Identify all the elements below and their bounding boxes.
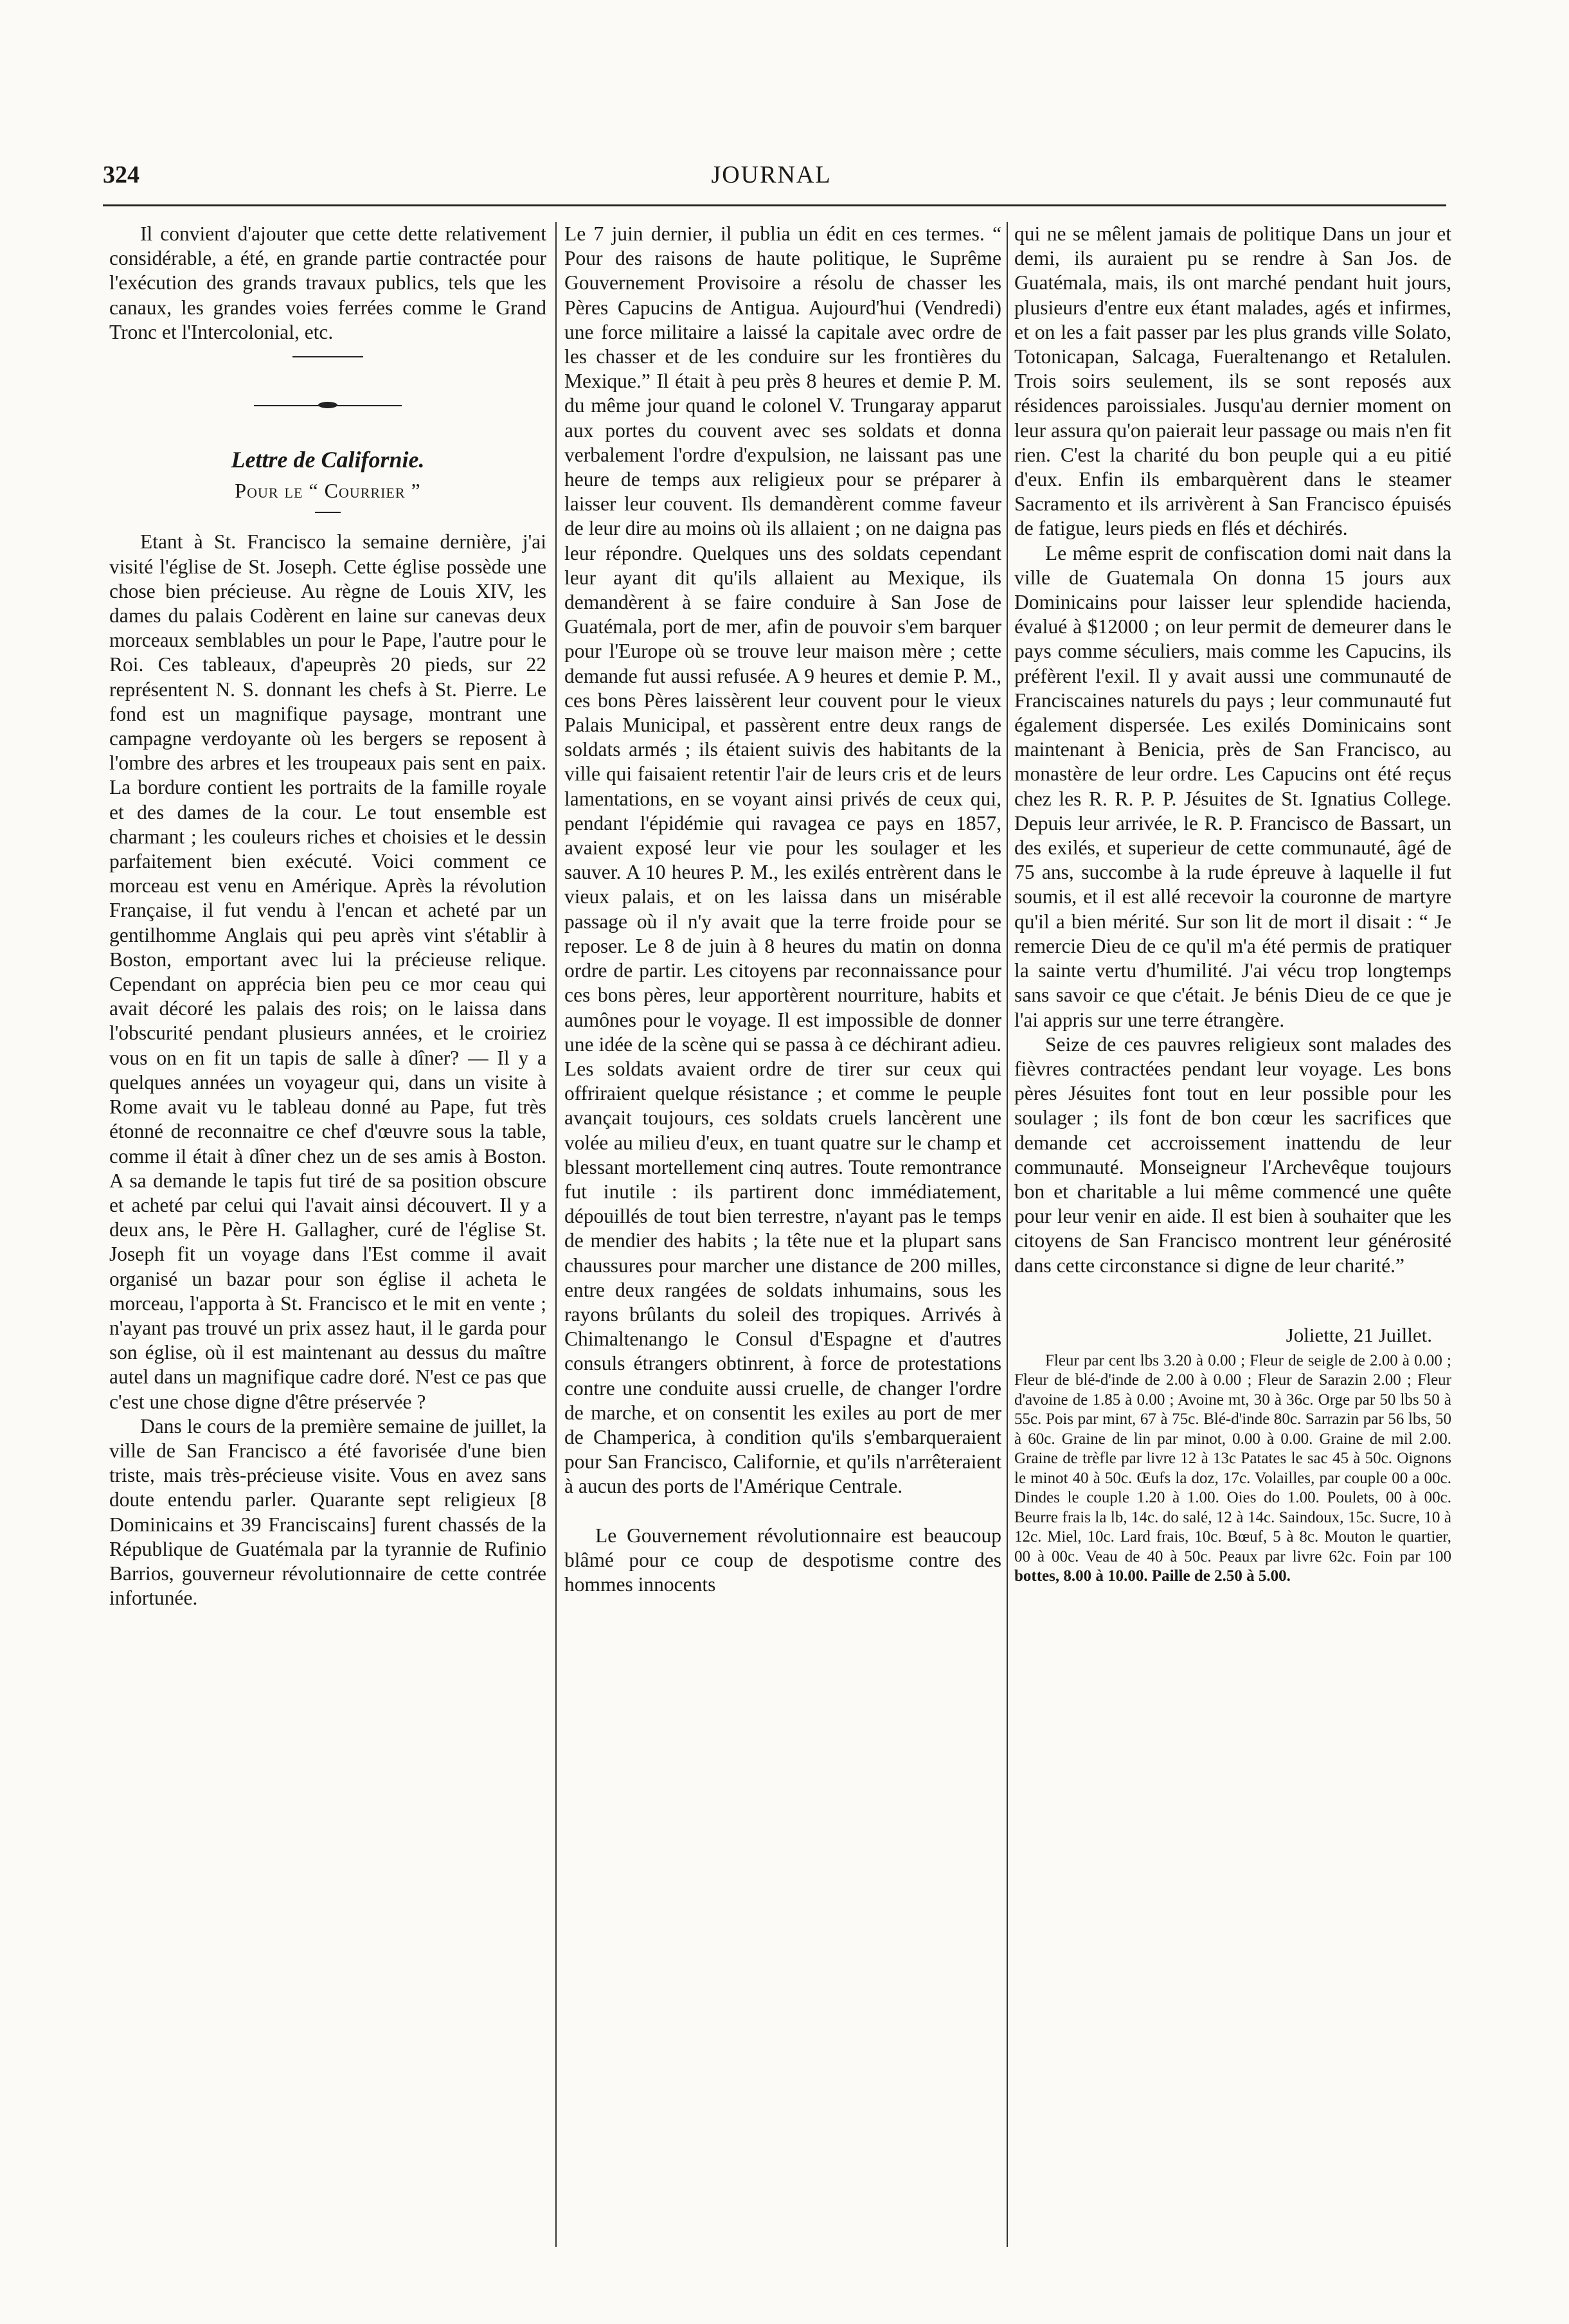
header-rule [103,204,1446,206]
column-rule [555,222,557,2247]
market-prices-text: Fleur par cent lbs 3.20 à 0.00 ; Fleur de seigle de 2.00 à 0.00 ; Fleur de blé-d'inde de 2.00 à 0.00 ; Fleur de Sarazin 2.00 ; Fleur d'avoine de 1.85 à 0.00 ; Avoine mt, 30 à 36c. Orge par 50 lbs 50 à 55c. Pois par mint, 67 à 75c. Blé-d'inde 80c. Sarrazin par 56 lbs, 50 à 60c. Graine de lin par minot, 0.00 à 0.00. Graine de mil 2.00. Graine de trèfle par livre 12 à 13c Patates le sac 45 à 50c. Oignons le minot 40 à 50c. Œufs la doz, 17c. Volailles, par couple 00 a 00c. Dindes le couple 1.20 à 1.00. Oies do 1.00. Poulets, 00 à 00c. Beurre frais la lb, 14c. do salé, 12 à 14c. Saindoux, 15c. Sucre, 10 à 12c. Miel, 10c. Lard frais, 10c. Bœuf, 5 à 8c. Mouton le quartier, 00 à 00c. Veau de 40 à 50c. Peaux par livre 62c. Foin par 100 [1014,1351,1451,1565]
article-paragraph: Dans le cours de la première semaine de juillet, la ville de San Francisco a été favorisée d'une bien triste, mais très-précieuse visite. Vous en avez sans doute entendu parler. Quarante sept religieux [8 Dominicains et 39 Franciscains] furent chassés de la République de Guatémala par la tyrannie de Rufinio Barrios, gouverneur révolutionnaire de cette contrée infortunée. [109,1414,546,1610]
article-paragraph: Seize de ces pauvres religieux sont malades des fièvres contractées pendant leur voyage. Les bons pères Jésuites font tout en leur possible pour les soulager ; ils font de bon cœur les sacrifices que demande cet accroissement inattendu de leur communauté. Monseigneur l'Archevêque toujours bon et charitable a lui même commencé une quête pour leur venir en aide. Il est bien à souhaiter que les citoyens de San Francisco montrent leur générosité dans cette circonstance si digne de leur charité.” [1014,1032,1451,1277]
title-rule [315,512,341,513]
section-title: Lettre de Californie. [231,447,425,473]
column-2 [564,222,1001,1597]
intro-paragraph: Il convient d'ajouter que cette dette relativement considérable, a été, en grande partie contractée pour l'exécution des grands travaux publics, tels que les canaux, les grandes voies ferrées comme le Grand Tronc et l'Intercolonial, etc. [109,222,546,343]
column-1 [109,222,546,1610]
article-paragraph: Le même esprit de confiscation domi nait dans la ville de Guatemala On donna 15 jours aux Dominicains pour laisser leur splendide hacienda, évalué à $12000 ; on leur permit de demeurer dans le pays comme séculiers, mais comme les Capucins, ils préfèrent l'exil. Il y avait aussi une communauté de Franciscaines naturels du pays ; leur communauté fut également dispersée. Les exilés Dominicains sont maintenant à Benicia, près de San Francisco, au monastère de leur ordre. Les Capucins ont été reçus chez les R. R. P. P. Jésuites de St. Ignatius College. Depuis leur arrivée, le R. P. Francisco de Bassart, un des exilés, et superieur de cette communauté, âgé de 75 ans, succombe à la rude épreuve à laquelle il fut soumis, et il est allé recevoir la couronne de martyre qu'il a bien mérité. Sur son lit de mort il disait : “ Je remercie Dieu de ce qu'il m'a été permis de pratiquer la sainte vertu d'humilité. J'ai vécu trop longtemps sans savoir ce que c'était. Je bénis Dieu de ce que je l'ai appris sur une terre étrangère. [1014,541,1451,1031]
end-rule [292,356,363,357]
page-number: 324 [103,161,139,188]
section-subtitle: Pour le “ Courrier ” [235,479,421,503]
article-paragraph: Etant à St. Francisco la semaine dernière, j'ai visité l'église de St. Joseph. Cette église possède une chose bien précieuse. Au règne de Louis XIV, les dames du palais Codèrent en laine sur canevas deux morceaux semblables un pour le Pape, l'autre pour le Roi. Ces tableaux, d'apeuprès 20 pieds, sur 22 représentent N. S. donnant les chefs à St. Pierre. Le fond est un magnifique paysage, montrant une campagne verdoyante où les bergers se reposent à l'ombre des arbres et les troupeaux pais sent en paix. La bordure contient les portraits de la famille royale et des dames de la cour. Le tout ensemble est charmant ; les couleurs riches et choisies et le dessin parfaitement bien exécuté. Voici comment ce morceau est venu en Amérique. Après la révolution Française, il fut vendu à l'encan et acheté par un gentilhomme Anglais qui peu après vint s'établir à Boston, emportant avec lui la précieuse relique. Cependant on apprécia bien peu ce mor ceau qui avait décoré les palais des rois; on le laissa dans l'obscurité pendant plusieurs années, et le croiriez vous on en fit un tapis de salle à dîner? — Il y a quelques années un voyageur qui, dans un visite à Rome avait vu le tableau donné au Pape, fut très étonné de reconnaitre ce chef d'œuvre sous la table, comme il était à dîner chez un de ses amis à Boston. A sa demande le tapis fut tiré de sa position obscure et acheté par celui qui l'avait ainsi découvert. Il y a deux ans, le Père H. Gallagher, curé de l'église St. Joseph fit un voyage dans l'Est comme il avait organisé un bazar pour son église il acheta le morceau, l'apporta à St. Francisco et le mit en vente ; n'ayant pas trouvé un prix assez haut, il le garda pour son église, où il est maintenant au dessus du maître autel dans un magnifique cadre doré. N'est ce pas que c'est une chose digne d'être préservée ? [109,530,546,1413]
article-paragraph: qui ne se mêlent jamais de politique Dans un jour et demi, ils auraient pu se rendre à San Jos. de Guatémala, mais, ils ont marché pendant huit jours, plusieurs d'entre eux étant malades, agés et infirmes, et on les a fait passer par les plus grands ville Solato, Totonicapan, Salcaga, Fueraltenango et Retalulen. Trois soirs seulement, ils se sont reposés aux résidences paroissiales. Jusqu'au dernier moment on leur assura qu'on paierait leur passage ou mais n'en fit rien. C'est la charité du bon peuple qui a eu pitié d'eux. Enfin ils embarquèrent dans le steamer Sacramento et ils arrivèrent à San Francisco épuisés de fatigue, leurs pieds en flés et déchirés. [1014,222,1451,540]
market-dateline: Joliette, 21 Juillet. [1286,1323,1432,1346]
column-rule [1007,222,1008,2247]
article-paragraph: Le 7 juin dernier, il publia un édit en ces termes. “ Pour des raisons de haute politique, le Suprême Gouvernement Provisoire a résolu de chasser les Pères Capucins de Antigua. Aujourd'hui (Vendredi) une force militaire a laissé la capitale avec ordre de les chasser et de les conduire sur les frontières du Mexique.” Il était à peu près 8 heures et demie P. M. du même jour quand le colonel V. Trungaray apparut aux portes du couvent avec ses soldats et donna verbalement l'ordre d'expulsion, ne laissant pas une heure de temps aux religieux pour se préparer à laisser leur couvent. Ils demandèrent comme faveur de leur dire au moins où ils allaient ; on ne daigna pas leur répondre. Quelques uns des soldats cependant leur ayant dit qu'ils allaient au Mexique, ils demandèrent à se faire conduire à San Jose de Guatémala, port de mer, afin de pouvoir s'em barquer pour l'Europe où se trouve leur maison mère ; cette demande fut aussi refusée. A 9 heures et demie P. M., ces bons Pères laissèrent leur couvent pour le vieux Palais Municipal, et passèrent entre deux rangs de soldats armés ; ils étaient suivis des habitants de la ville qui faisaient retentir l'air de leurs cris et de leurs lamentations, en se voyant ainsi privés de ceux qui, pendant l'épidémie qui ravagea ce pays en 1857, avaient exposé leur vie pour les soulager et les sauver. A 10 heures P. M., les exilés entrèrent dans le vieux palais, et on les laissa dans un misérable passage où il n'y avait que la terre froide pour se reposer. Le 8 de juin à 8 heures du matin on donna ordre de partir. Les citoyens par reconnaissance pour ces bons pères, leur apportèrent nourriture, habits et aumônes pour le voyage. Il est impossible de donner une idée de la scène qui se passa à ce déchirant adieu. Les soldats avaient ordre de tirer sur ceux qui offriraient quelque résistance ; et comme le peuple avançait toujours, ces soldats cruels lancèrent une volée au milieu d'eux, en tuant quatre sur le champ et blessant mortellement cinq autres. Toute remontrance fut inutile : ils partirent donc immédiatement, dépouillés de tout bien terrestre, n'ayant pas le temps de mendier des habits ; la tête nue et la plupart sans chaussures pour marcher une distance de 200 milles, entre deux rangées de soldats inhumains, sous les rayons brûlants du soleil des tropiques. Arrivés à Chimaltenango le Consul d'Espagne et d'autres consuls étrangers obtinrent, à force de protestations contre une conduite aussi cruelle, de changer l'ordre de marche, et on consentit les exiles au port de mer de Champerica, à condition qu'ils s'embarqueraient pour San Francisco, Californie, et qu'ils n'arrêteraient à aucun des ports de l'Amérique Centrale. [564,222,1001,1498]
article-paragraph: Le Gouvernement révolutionnaire est beaucoup blâmé pour ce coup de despotisme contre des hommes innocents [564,1524,1001,1596]
market-prices-end: bottes, 8.00 à 10.00. Paille de 2.50 à 5.00. [1014,1567,1291,1585]
market-prices [1014,1351,1451,1587]
section-ornament [254,402,402,409]
page-header [96,161,1446,206]
column-3 [1014,222,1451,1587]
running-head: JOURNAL [711,161,832,188]
